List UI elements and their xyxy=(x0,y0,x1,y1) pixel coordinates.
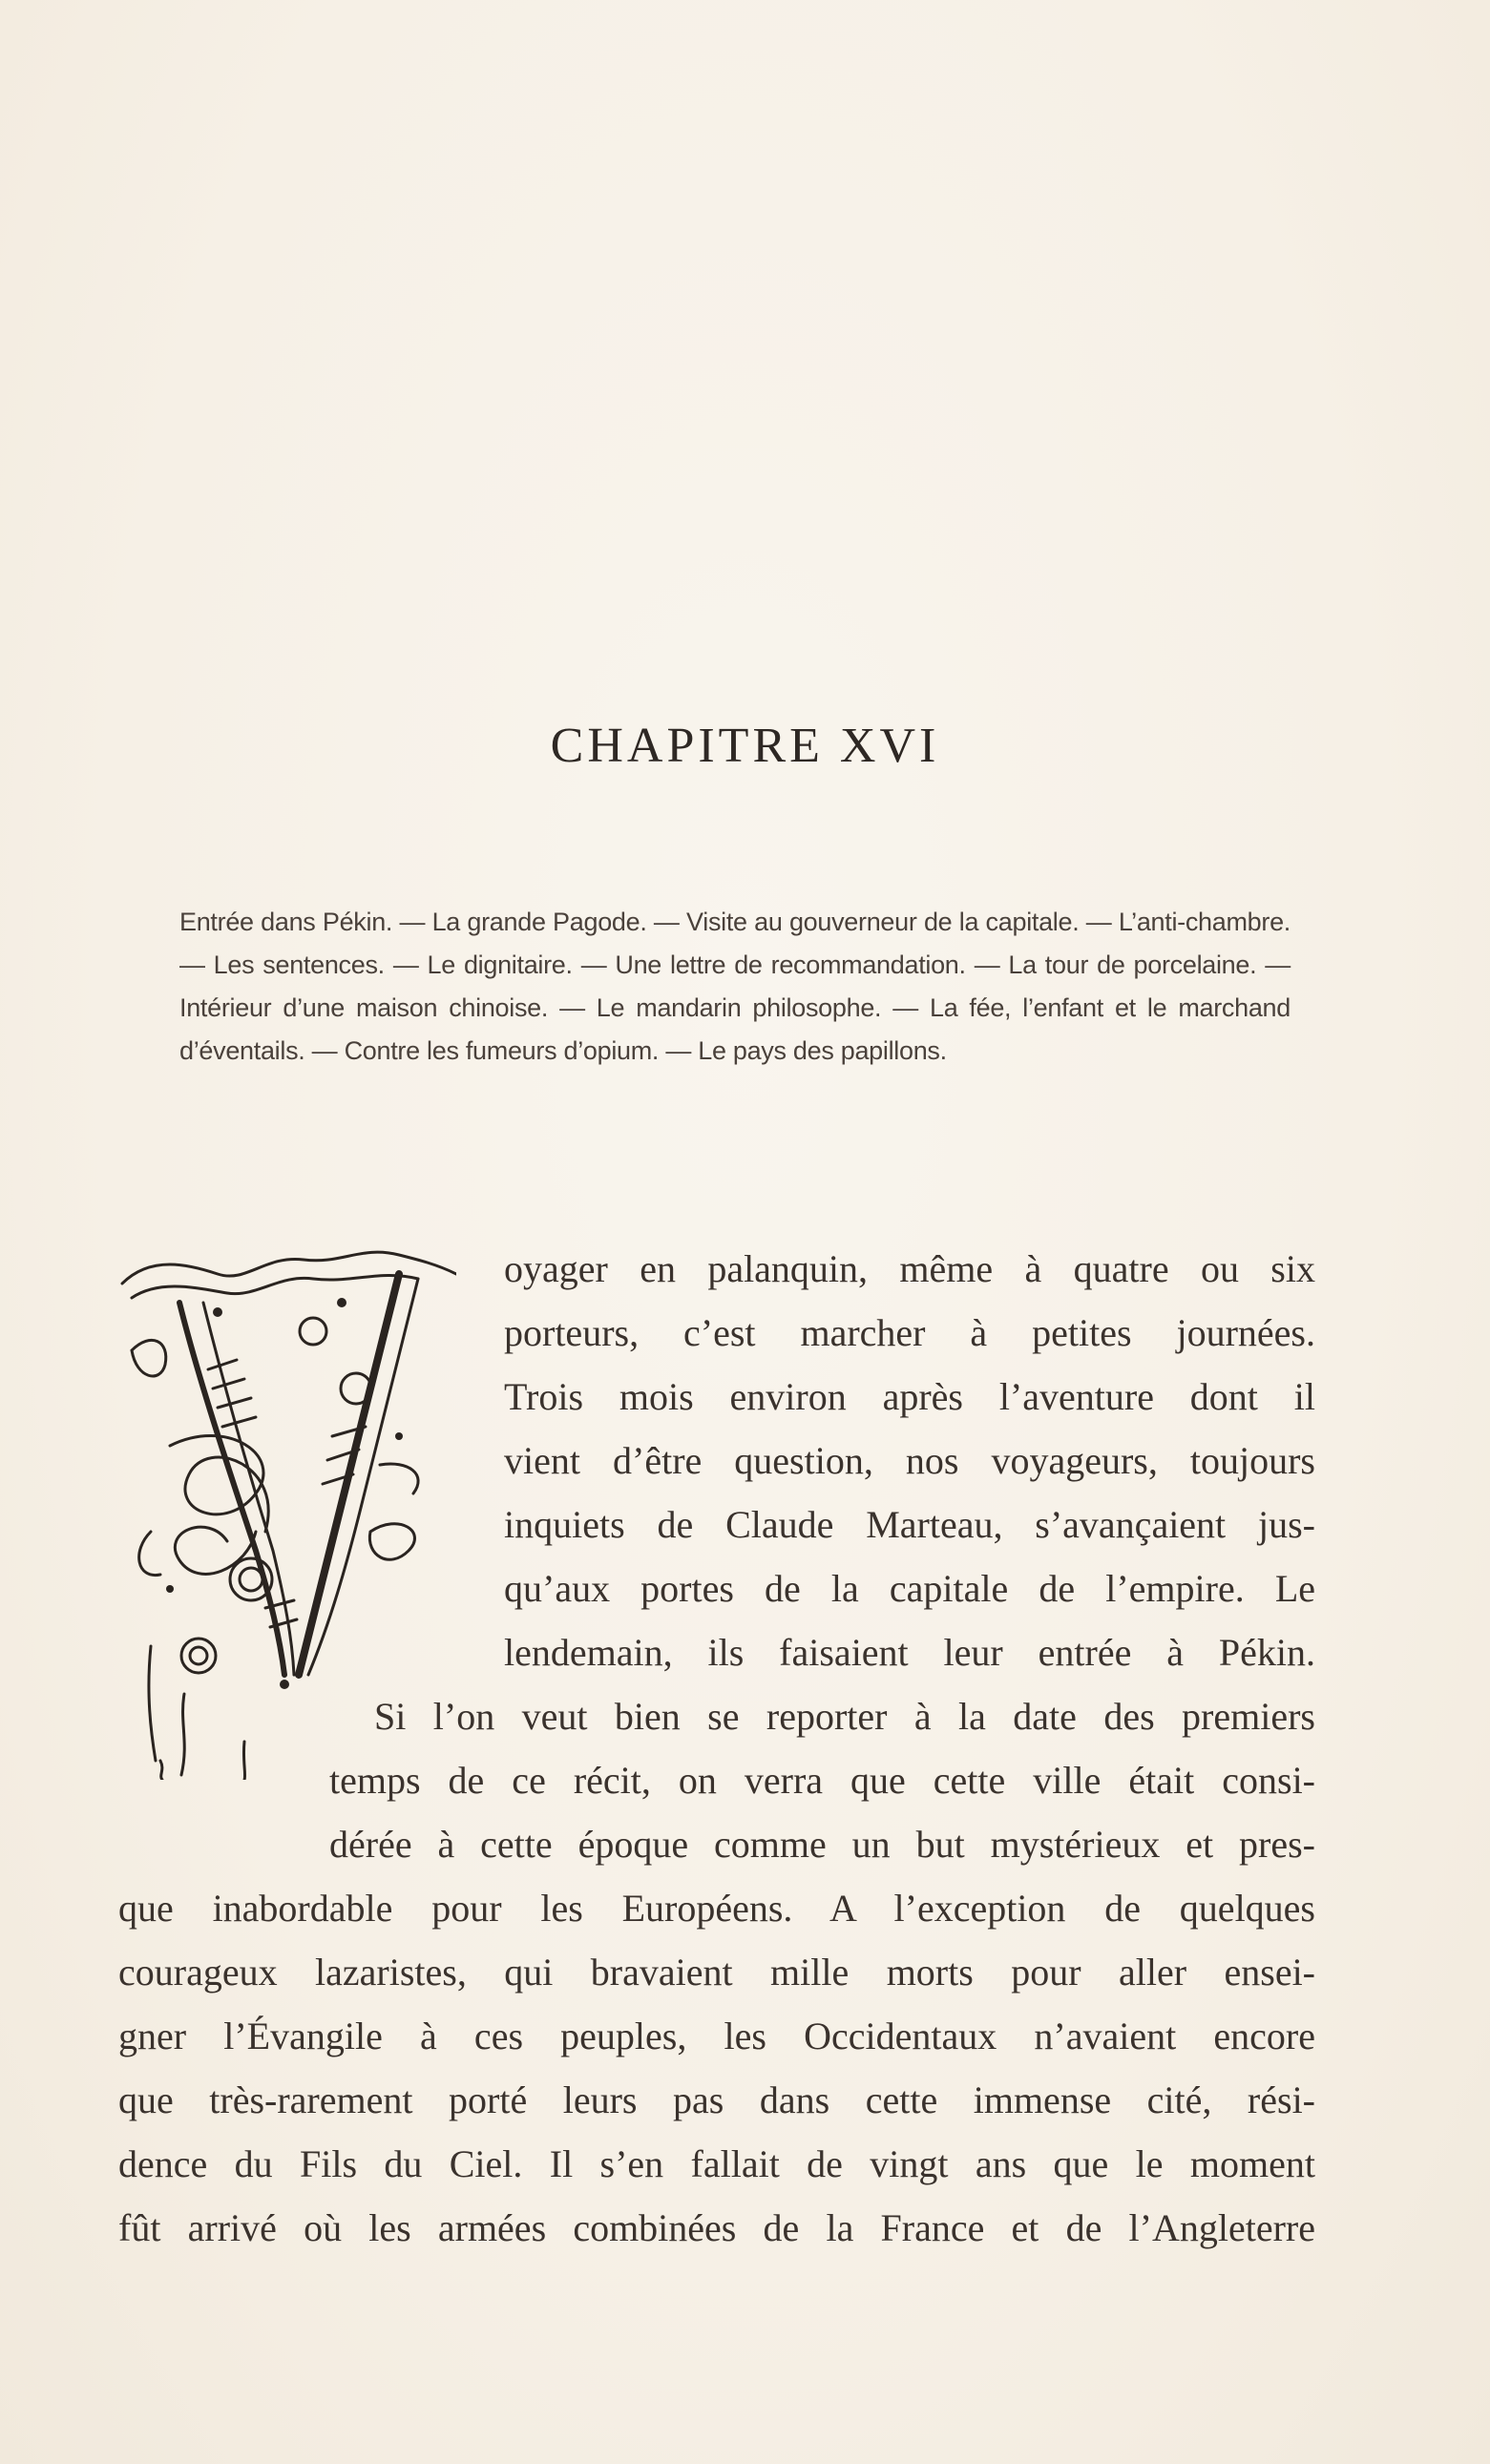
body-line: temps de ce récit, on verra que cette ville était consi- xyxy=(329,1759,1315,1802)
body-line: qu’aux portes de la capitale de l’empire. Le xyxy=(504,1567,1315,1610)
chapter-summary: Entrée dans Pékin. — La grande Pagode. — Visite au gouverneur de la capitale. — L’anti-chambre. — Les sentences. — Le dignitaire. — Une lettre de recommandation. — La tour de porcelaine. — Intérieur d’une maison chinoise. — Le mandarin philosophe. — La fée, l’enfant et le marchand d’éventails. — Contre les fumeurs d’opium. — Le pays des papillons. xyxy=(179,908,1291,1065)
body-line: gner l’Évangile à ces peuples, les Occidentaux n’avaient encore xyxy=(118,2015,1315,2057)
body-line: dérée à cette époque comme un but mystérieux et pres- xyxy=(329,1823,1315,1866)
body-line: Si l’on veut bien se reporter à la date des premiers xyxy=(374,1695,1315,1738)
body-line: fût arrivé où les armées combinées de la France et de l’Angleterre xyxy=(118,2206,1315,2249)
body-line: porteurs, c’est marcher à petites journées. xyxy=(504,1311,1315,1354)
body-line: vient d’être question, nos voyageurs, toujours xyxy=(504,1439,1315,1482)
body-line: dence du Fils du Ciel. Il s’en fallait de vingt ans que le moment xyxy=(118,2142,1315,2185)
body-line: que inabordable pour les Européens. A l’exception de quelques xyxy=(118,1887,1315,1930)
body-line: courageux lazaristes, qui bravaient mille morts pour aller ensei- xyxy=(118,1951,1315,1994)
body-line: oyager en palanquin, même à quatre ou six xyxy=(504,1247,1315,1290)
body-line: inquiets de Claude Marteau, s’avançaient jus- xyxy=(504,1503,1315,1546)
body-line: Trois mois environ après l’aventure dont il xyxy=(504,1375,1315,1418)
body-line: lendemain, ils faisaient leur entrée à Pékin. xyxy=(504,1631,1315,1674)
chapter-title: CHAPITRE XVI xyxy=(550,719,940,773)
body-line: que très-rarement porté leurs pas dans cette immense cité, rési- xyxy=(118,2078,1315,2121)
